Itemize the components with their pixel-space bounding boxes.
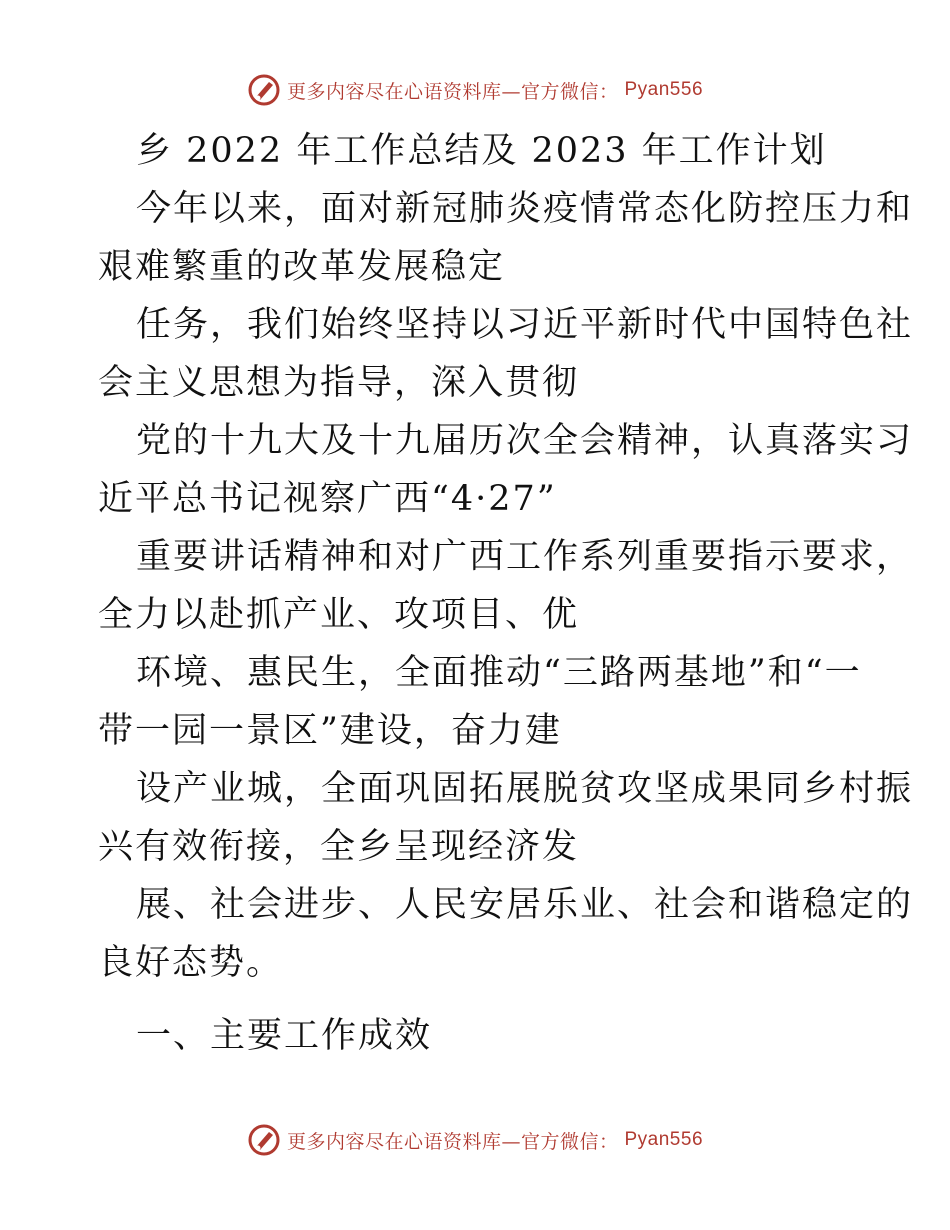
seal-logo-icon — [247, 1123, 281, 1157]
watermark-text: 更多内容尽在心语资料库—官方微信： — [286, 1130, 619, 1153]
document-title: 乡 2022 年工作总结及 2023 年工作计划 — [136, 131, 827, 171]
watermark-text: 更多内容尽在心语资料库—官方微信： — [286, 80, 619, 103]
watermark-wechat-id: Pyan556 — [624, 1129, 704, 1150]
seal-logo-icon — [247, 73, 281, 107]
paragraph-line: 全力以赴抓产业、攻项目、优 — [98, 595, 580, 635]
paragraph-line: 任务，我们始终坚持以习近平新时代中国特色社 — [136, 305, 914, 345]
paragraph-line: 艰难繁重的改革发展稳定 — [98, 247, 506, 287]
watermark-banner-bottom — [0, 1120, 950, 1160]
paragraph-line: 良好态势。 — [98, 943, 284, 983]
paragraph-line: 展、社会进步、人民安居乐业、社会和谐稳定的 — [136, 885, 914, 925]
watermark-banner-top — [0, 70, 950, 110]
document-body — [98, 122, 914, 1065]
paragraph-line: 带一园一景区”建设，奋力建 — [98, 711, 562, 751]
paragraph-line: 近平总书记视察广西“4·27” — [98, 479, 557, 519]
watermark-wechat-id: Pyan556 — [624, 79, 704, 100]
paragraph-line: 设产业城，全面巩固拓展脱贫攻坚成果同乡村振 — [136, 769, 914, 809]
paragraph-line: 今年以来，面对新冠肺炎疫情常态化防控压力和 — [136, 189, 914, 229]
paragraph-line: 重要讲话精神和对广西工作系列重要指示要求， — [136, 537, 914, 577]
paragraph-line: 环境、惠民生，全面推动“三路两基地”和“一 — [136, 653, 862, 693]
paragraph-line: 会主义思想为指导，深入贯彻 — [98, 363, 580, 403]
paragraph-line: 兴有效衔接，全乡呈现经济发 — [98, 827, 580, 867]
paragraph-line: 党的十九大及十九届历次全会精神，认真落实习 — [136, 421, 914, 461]
section-heading: 一、主要工作成效 — [136, 1016, 433, 1056]
